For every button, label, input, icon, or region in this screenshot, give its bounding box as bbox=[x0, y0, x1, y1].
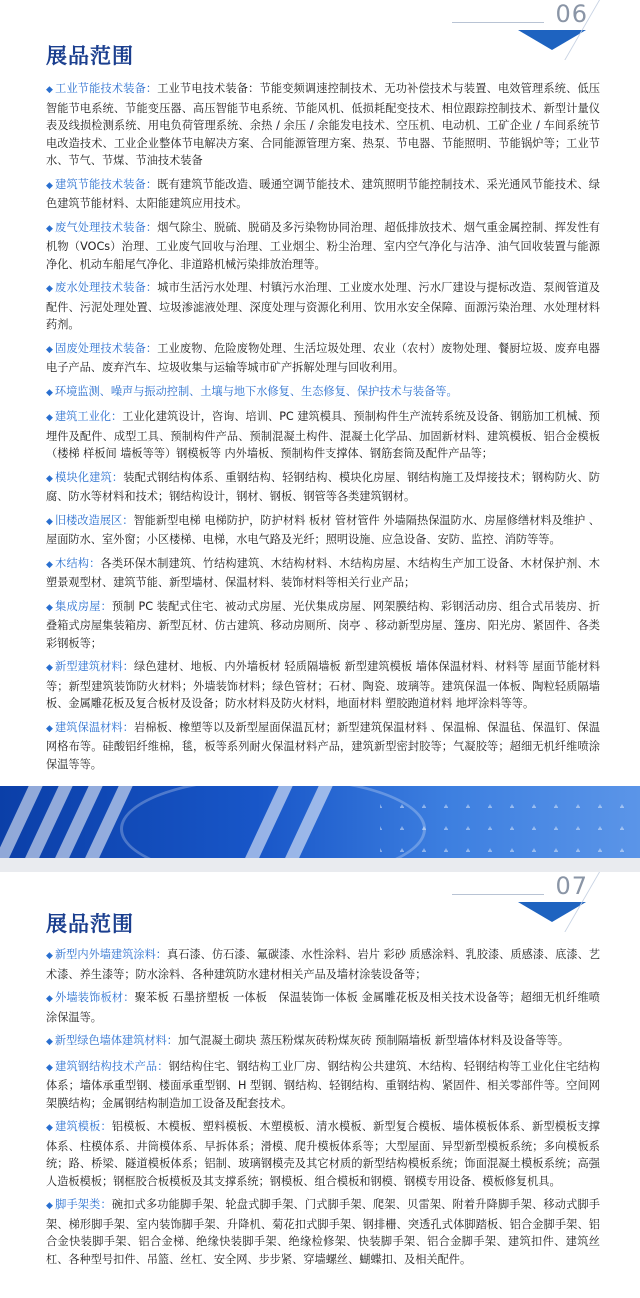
category-heading: 外墙装饰板材： bbox=[55, 991, 135, 1004]
diamond-bullet-icon: ◆ bbox=[46, 723, 54, 734]
exhibit-category bbox=[46, 1058, 600, 1113]
exhibit-category bbox=[46, 219, 600, 274]
page-title: 展品范围 bbox=[46, 912, 134, 936]
exhibit-category bbox=[46, 598, 600, 653]
category-description: 工业节电技术装备：节能变频调速控制技术、无功补偿技术与装置、电效管理系统、低压智能节电系统、节能变压器、高压智能节电系统、节能风机、低损耗配变技术、相位跟踪控制技术、新型计量仪表及线损检测系统、用电负荷管理系统、余热 / 余压 / 余能发电技术、空压机、电动机、工矿企业 / 车间系统节电改造技术、工业企业整体节电解决方案、合同能源管理方案、热泵、节电器、节能照明、节能锅炉等；工业节水、节气、节煤、节油技术装备 bbox=[46, 82, 600, 167]
category-heading: 新型建筑材料： bbox=[55, 660, 135, 673]
exhibit-category bbox=[46, 555, 600, 592]
banner-lattice bbox=[380, 786, 640, 858]
diamond-bullet-icon: ◆ bbox=[46, 473, 54, 484]
category-description: 智能新型电梯 电梯防护，防护材料 板材 管材管件 外墙隔热保温防水、房屋修缮材料及维护 、屋面防水、室外窗；小区楼梯、电梯，水电气路及光纤；照明设施、应急设备、安防、监控、消防等等。 bbox=[46, 513, 600, 546]
page-title: 展品范围 bbox=[46, 44, 134, 68]
category-description: 钢结构住宅、钢结构工业厂房、钢结构公共建筑、木结构、轻钢结构等工业化住宅结构体系；墙体承重型钢、楼面承重型钢、H 型钢、钢结构、轻钢结构、重钢结构、紧固件、相关零部件等。空间网架膜结构；金属钢结构制造加工设备及配套技术。 bbox=[46, 1059, 600, 1110]
exhibit-category bbox=[46, 408, 600, 463]
diamond-bullet-icon: ◆ bbox=[46, 663, 54, 673]
page-separator bbox=[0, 858, 640, 872]
category-heading: 建筑保温材料： bbox=[55, 720, 134, 734]
category-heading: 新型内外墙建筑涂料： bbox=[54, 948, 168, 961]
exhibit-category bbox=[46, 176, 600, 213]
category-heading: 建筑工业化： bbox=[54, 410, 123, 423]
category-description: 既有建筑节能改造、暖通空调节能技术、建筑照明节能控制技术、采光通风节能技术、绿色建筑节能材料、太阳能建筑应用技术。 bbox=[46, 177, 600, 210]
category-heading: 固废处理技术装备： bbox=[55, 341, 158, 355]
brochure-page-07 bbox=[0, 872, 640, 1298]
diamond-bullet-icon: ◆ bbox=[46, 1037, 53, 1047]
diamond-bullet-icon: ◆ bbox=[46, 1062, 54, 1073]
diamond-bullet-icon: ◆ bbox=[46, 1201, 54, 1211]
exhibit-category bbox=[46, 340, 600, 377]
category-heading: 建筑钢结构技术产品： bbox=[55, 1059, 169, 1073]
category-highlight: 环境监测、噪声与振动控制、土壤与地下水修复、生态修复、保护技术与装备等。 bbox=[54, 384, 458, 398]
category-heading: 集成房屋： bbox=[55, 599, 112, 613]
exhibit-category bbox=[46, 512, 600, 549]
category-description: 装配式钢结构体系、重钢结构、轻钢结构、模块化房屋、钢结构施工及焊接技术；钢构防火、防腐、防水等材料和技术；钢结构设计，钢材、钢板、钢管等各类建筑钢材。 bbox=[46, 470, 600, 503]
category-description: 真石漆、仿石漆、氟碳漆、水性涂料、岩片 彩砂 质感涂料、乳胶漆、质感漆、底漆、艺术漆、养生漆等；防水涂料、各种建筑防水建材相关产品及墙材涂装设备等； bbox=[46, 948, 601, 981]
category-description: 烟气除尘、脱硫、脱硝及多污染物协同治理、超低排放技术、烟气重金属控制、挥发性有机物（VOCs）治理、工业废气回收与治理、工业烟尘、粉尘治理、室内空气净化与洁净、油气回收装置与能源净化、机动车船尾气净化、非道路机械污染排放治理等。 bbox=[46, 220, 600, 271]
category-description: 城市生活污水处理、村镇污水治理、工业废水处理、污水厂建设与提标改造、泵阀管道及配件、污泥处理处置、垃圾渗滤液处理、深度处理与资源化利用、饮用水安全保障、面源污染治理、水处理材料药剂。 bbox=[46, 281, 600, 331]
diamond-bullet-icon: ◆ bbox=[46, 180, 54, 191]
diamond-bullet-icon: ◆ bbox=[46, 994, 54, 1004]
exhibit-category bbox=[46, 279, 600, 334]
exhibit-category bbox=[46, 383, 600, 403]
diamond-bullet-icon: ◆ bbox=[46, 223, 54, 234]
diamond-bullet-icon: ◆ bbox=[46, 85, 54, 95]
exhibit-category bbox=[46, 1118, 600, 1190]
category-heading: 木结构： bbox=[55, 556, 101, 570]
exhibit-list bbox=[46, 80, 600, 779]
category-heading: 旧楼改造展区： bbox=[54, 513, 134, 527]
architecture-banner-image bbox=[0, 786, 640, 858]
page-number-line bbox=[452, 22, 544, 23]
category-description: 聚苯板 石墨挤塑板 一体板 保温装饰一体板 金属雕花板及相关技术设备等；超细无机纤维喷涂保温等。 bbox=[46, 991, 600, 1024]
diamond-bullet-icon: ◆ bbox=[46, 344, 54, 355]
exhibit-category bbox=[46, 469, 600, 506]
exhibit-category bbox=[46, 719, 600, 774]
category-description: 岩棉板、橡塑等以及新型屋面保温瓦材；新型建筑保温材料 、保温棉、保温毡、保温钉、保温网格布等。硅酸铝纤维棉，毯，板等系列耐火保温材料产品，建筑新型密封胶等；气凝胶等；超细无机纤维喷涂保温等等。 bbox=[46, 720, 600, 771]
diamond-bullet-icon: ◆ bbox=[46, 413, 53, 423]
category-description: 加气混凝土砌块 蒸压粉煤灰砖粉煤灰砖 预制隔墙板 新型墙体材料及设备等等。 bbox=[178, 1034, 570, 1047]
category-description: 绿色建材、地板、内外墙板材 轻质隔墙板 新型建筑模板 墙体保温材料、材料等 屋面节能材料等；新型建筑装饰防火材料；外墙装饰材料；绿色管材；石材、陶瓷、玻璃等。建筑保温一体板、陶粒轻质隔墙板、金属雕花板及复合板材及设备；防水材料及防火材料，地面材料 塑胶跑道材料 地坪涂料等等。 bbox=[46, 660, 601, 710]
category-heading: 模块化建筑： bbox=[55, 470, 124, 484]
diamond-bullet-icon: ◆ bbox=[46, 1123, 54, 1133]
category-heading: 建筑模板： bbox=[55, 1120, 112, 1133]
diamond-bullet-icon: ◆ bbox=[46, 516, 53, 527]
diamond-bullet-icon: ◆ bbox=[46, 284, 54, 294]
category-description: 工业废物、危险废物处理、生活垃圾处理、农业（农村）废物处理、餐厨垃圾、废弃电器电子产品、废弃汽车、垃圾收集与运输等城市矿产拆解处理与回收利用。 bbox=[46, 341, 600, 374]
exhibit-category bbox=[46, 1032, 600, 1052]
page-number: 07 bbox=[555, 872, 588, 900]
category-heading: 废水处理技术装备： bbox=[55, 281, 158, 294]
exhibit-category bbox=[46, 658, 600, 713]
category-heading: 建筑节能技术装备： bbox=[55, 177, 158, 191]
exhibit-category bbox=[46, 80, 600, 170]
exhibit-category bbox=[46, 946, 600, 983]
category-heading: 废气处理技术装备： bbox=[55, 220, 158, 234]
diamond-bullet-icon: ◆ bbox=[46, 387, 53, 398]
category-heading: 脚手架类： bbox=[55, 1198, 112, 1211]
exhibit-list bbox=[46, 946, 600, 1274]
category-description: 铝模板、木模板、塑料模板、木塑模板、清水模板、新型复合模板、墙体模板体系、新型模板支撑体系、柱模体系、井筒模体系、早拆体系；滑模、爬升模板体系等；大型屋面、异型新型模板系统；多向模板系统；路、桥梁、隧道模板体系；铝制、玻璃钢模壳及其它材质的新型结构模板系统；饰面混凝土模板系统；高强人造板模板；钢框胶合板模板及其支撑系统；钢模板、组合模板和钢模、钢模专用设备、模板修复机具。 bbox=[46, 1120, 600, 1188]
category-description: 碗扣式多功能脚手架、轮盘式脚手架、门式脚手架、爬架、贝雷架、附着升降脚手架、移动式脚手架、梯形脚手架、室内装饰脚手架、升降机、菊花扣式脚手架、钢排栅、突透孔式体脚踏板、铝合金脚手架、铝合金快装脚手架、铝合金梯、绝缘快装脚手架、绝缘检修架、快装脚手架、铝合金脚手架、建筑扣件、建筑丝杠、各种型号扣件、吊篮、丝杠、安全网、步步紧、穿墙螺丝、蝴蝶扣、及相关配件。 bbox=[46, 1198, 600, 1266]
page-number: 06 bbox=[555, 0, 588, 28]
diamond-bullet-icon: ◆ bbox=[46, 602, 54, 613]
category-heading: 工业节能技术装备： bbox=[55, 82, 158, 95]
diamond-bullet-icon: ◆ bbox=[46, 559, 54, 570]
exhibit-category bbox=[46, 989, 600, 1026]
page-number-line bbox=[452, 894, 544, 895]
category-description: 工业化建筑设计，咨询、培训、PC 建筑模具、预制构件生产流转系统及设备、钢筋加工机械、预埋件及配件、成型工具、预制构件产品、预制混凝土构件、混凝土化学品、加固新材料、建筑模板、铝合金模板（楼梯 样板间 墙板等等）钢模板等 内外墙板、预制构件支撑体、钢筋套筒及配件产品等； bbox=[46, 410, 600, 460]
category-description: 各类环保木制建筑、竹结构建筑、木结构材料、木结构房屋、木结构生产加工设备、木材保护剂、木塑景观型材、建筑节能、新型墙材、保温材料、装饰材料等相关行业产品； bbox=[46, 556, 600, 589]
exhibit-category bbox=[46, 1196, 600, 1268]
category-heading: 新型绿色墙体建筑材料： bbox=[54, 1034, 178, 1047]
category-description: 预制 PC 装配式住宅、被动式房屋、光伏集成房屋、网架膜结构、彩钢活动房、组合式吊装房、折叠箱式房屋集装箱房、新型瓦材、仿古建筑、移动房厕所、岗亭 、移动新型房屋、篷房、阳光房、紧固件、各类彩钢板等； bbox=[46, 599, 600, 650]
diamond-bullet-icon: ◆ bbox=[46, 951, 53, 961]
